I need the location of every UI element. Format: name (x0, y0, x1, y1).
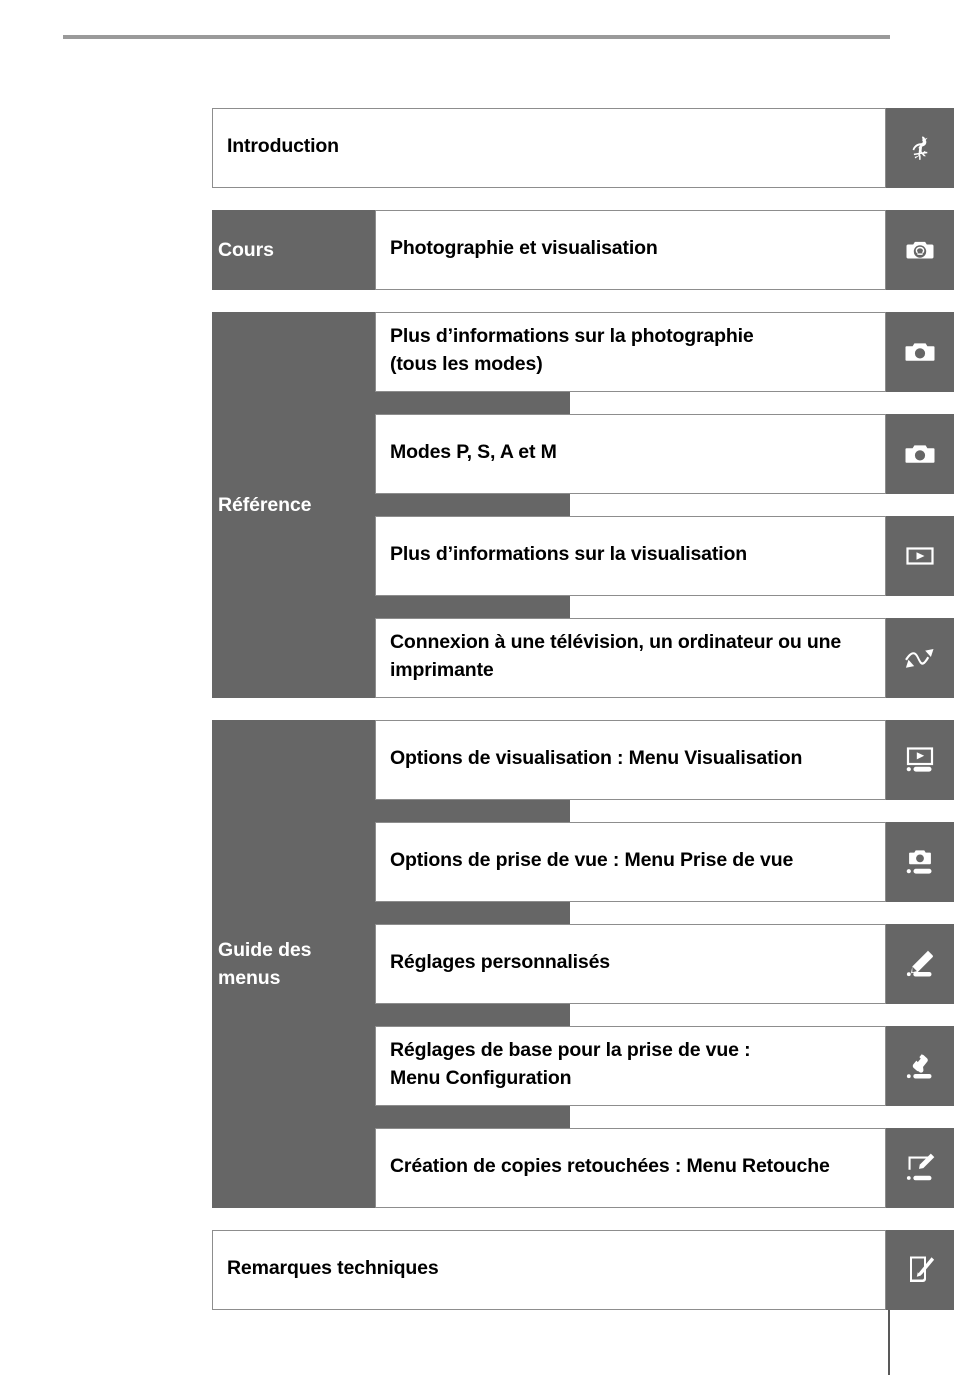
connection-zigzag-icon (886, 618, 954, 698)
row-separator-fill (570, 494, 954, 516)
row-separator-fill (570, 1004, 954, 1026)
toc-entry-title: Photographie et visualisation (390, 237, 658, 260)
toc-entry-title: Remarques techniques (227, 1257, 439, 1280)
setup-wrench-icon (886, 1026, 954, 1106)
row-separator (375, 596, 954, 618)
row-separator (375, 1004, 954, 1026)
toc-entry[interactable] (375, 720, 954, 800)
toc-entry[interactable] (375, 312, 954, 392)
toc-entry[interactable] (375, 1128, 954, 1208)
toc-entry[interactable] (212, 1230, 954, 1310)
row-separator-fill (570, 392, 954, 414)
toc-section-introduction (212, 108, 954, 188)
toc-entry-title: Réglages personnalisés (390, 951, 610, 974)
toc-entry[interactable] (375, 822, 954, 902)
section-label-line1: Référence (218, 493, 312, 516)
toc-section-cours (212, 210, 954, 290)
toc-entry[interactable] (375, 618, 954, 698)
toc-entry-title-box[interactable] (375, 720, 886, 800)
toc-entry-title-box[interactable] (375, 618, 886, 698)
toc-entry-title-line2: (tous les modes) (390, 353, 543, 375)
toc-section-reference (212, 312, 954, 698)
row-separator-fill (570, 800, 954, 822)
toc-entry-title: Options de prise de vue : Menu Prise de vue (390, 849, 794, 872)
header-rule (63, 35, 890, 39)
toc-entry-title-box[interactable] (375, 414, 886, 494)
toc-section-remarques-techniques (212, 1230, 954, 1310)
toc-entry-title: Création de copies retouchées : Menu Retouche (390, 1155, 830, 1178)
toc-entry[interactable] (375, 414, 954, 494)
camera-icon (886, 414, 954, 494)
section-rows (212, 1230, 954, 1310)
toc-entry-title: Connexion à une télévision, un ordinateur ou une (390, 631, 842, 654)
toc-entry-title-box[interactable] (375, 924, 886, 1004)
toc-entry-title: Introduction (227, 135, 339, 158)
section-label-reference (212, 312, 375, 698)
custom-settings-pencil-icon (886, 924, 954, 1004)
section-label-line1: Guide des (218, 938, 312, 961)
shooting-menu-icon (886, 822, 954, 902)
toc-entry-title: Plus d’informations sur la visualisation (390, 543, 747, 566)
toc-entry-title-box[interactable] (212, 1230, 886, 1310)
section-label-line2: menus (218, 967, 281, 989)
camera-auto-icon (886, 210, 954, 290)
playback-menu-icon (886, 720, 954, 800)
section-rows (212, 108, 954, 188)
retouch-menu-icon (886, 1128, 954, 1208)
table-of-contents (212, 108, 954, 1332)
toc-entry-title-box[interactable] (375, 516, 886, 596)
camera-icon (886, 312, 954, 392)
toc-entry-title-line2: Menu Configuration (390, 1067, 572, 1089)
section-rows (375, 210, 954, 290)
row-separator (375, 800, 954, 822)
toc-entry-title-box[interactable] (375, 312, 886, 392)
toc-entry-title: Options de visualisation : Menu Visualisation (390, 747, 803, 770)
toc-entry[interactable] (375, 210, 954, 290)
section-rows (375, 312, 954, 698)
toc-entry-title-box[interactable] (375, 210, 886, 290)
row-separator-fill (570, 596, 954, 618)
section-label-guide-des-menus (212, 720, 375, 1208)
toc-section-guide-des-menus (212, 720, 954, 1208)
row-separator-fill (570, 1106, 954, 1128)
toc-entry-title-box[interactable] (375, 1128, 886, 1208)
toc-entry[interactable] (212, 108, 954, 188)
toc-entry-title-box[interactable] (375, 1026, 886, 1106)
weathervane-rooster-icon (886, 108, 954, 188)
row-separator (375, 392, 954, 414)
row-separator (375, 494, 954, 516)
toc-entry-title: Plus d’informations sur la photographie (390, 325, 754, 348)
section-label-line1: Cours (218, 238, 274, 261)
toc-entry[interactable] (375, 924, 954, 1004)
toc-entry-title-line2: imprimante (390, 659, 494, 681)
toc-entry[interactable] (375, 516, 954, 596)
row-separator (375, 902, 954, 924)
toc-entry-title-box[interactable] (375, 822, 886, 902)
section-rows (375, 720, 954, 1208)
row-separator-fill (570, 902, 954, 924)
technical-notes-pen-icon (886, 1230, 954, 1310)
section-label-cours (212, 210, 375, 290)
playback-icon (886, 516, 954, 596)
toc-entry-title-box[interactable] (212, 108, 886, 188)
toc-entry-title: Réglages de base pour la prise de vue : (390, 1039, 751, 1062)
toc-entry-title: Modes P, S, A et M (390, 441, 557, 464)
row-separator (375, 1106, 954, 1128)
toc-entry[interactable] (375, 1026, 954, 1106)
